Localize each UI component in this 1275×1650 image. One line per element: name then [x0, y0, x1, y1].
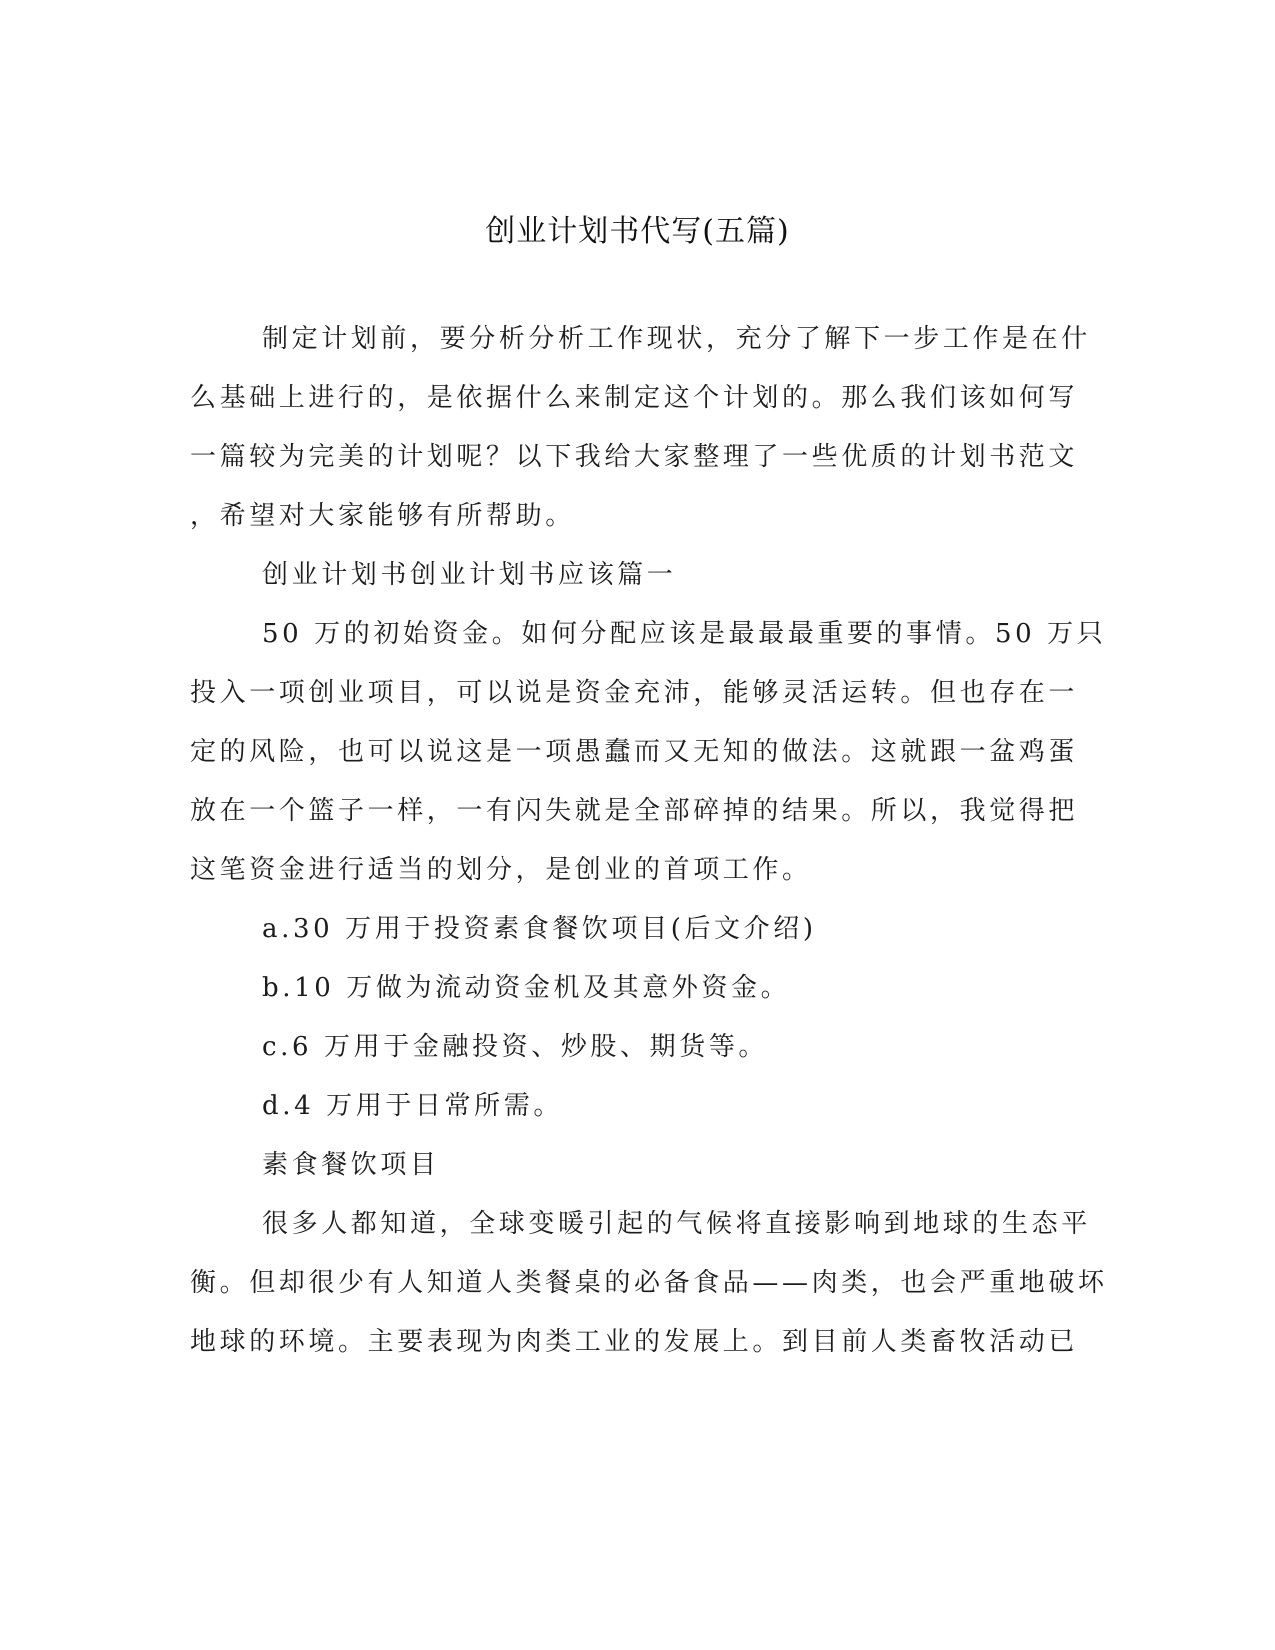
paragraph-line: 么基础上进行的，是依据什么来制定这个计划的。那么我们该如何写: [190, 383, 1079, 413]
paragraph-line: 放在一个篮子一样，一有闪失就是全部碎掉的结果。所以，我觉得把: [190, 796, 1079, 826]
section-heading: 素食餐饮项目: [262, 1150, 440, 1180]
list-item: a.30 万用于投资素食餐饮项目(后文介绍): [262, 914, 817, 944]
paragraph-line: 这笔资金进行适当的划分，是创业的首项工作。: [190, 855, 812, 885]
document-title: 创业计划书代写(五篇): [485, 214, 790, 249]
paragraph-line: 一篇较为完美的计划呢？以下我给大家整理了一些优质的计划书范文: [190, 442, 1079, 472]
paragraph-line: 很多人都知道，全球变暖引起的气候将直接影响到地球的生态平: [262, 1209, 1091, 1239]
paragraph-line: 定的风险，也可以说这是一项愚蠢而又无知的做法。这就跟一盆鸡蛋: [190, 737, 1079, 767]
list-item: b.10 万做为流动资金机及其意外资金。: [262, 973, 791, 1003]
paragraph-line: ，希望对大家能够有所帮助。: [190, 501, 575, 531]
paragraph-line: 衡。但却很少有人知道人类餐桌的必备食品——肉类，也会严重地破坏: [190, 1268, 1108, 1298]
paragraph-line: 地球的环境。主要表现为肉类工业的发展上。到目前人类畜牧活动已: [190, 1327, 1079, 1357]
list-item: c.6 万用于金融投资、炒股、期货等。: [262, 1032, 769, 1062]
paragraph-line: 投入一项创业项目，可以说是资金充沛，能够灵活运转。但也存在一: [190, 678, 1079, 708]
list-item: d.4 万用于日常所需。: [262, 1091, 563, 1121]
paragraph-line: 制定计划前，要分析分析工作现状，充分了解下一步工作是在什: [262, 324, 1091, 354]
section-heading: 创业计划书创业计划书应该篇一: [262, 560, 677, 590]
paragraph-line: 50 万的初始资金。如何分配应该是最最最重要的事情。50 万只: [262, 619, 1107, 649]
